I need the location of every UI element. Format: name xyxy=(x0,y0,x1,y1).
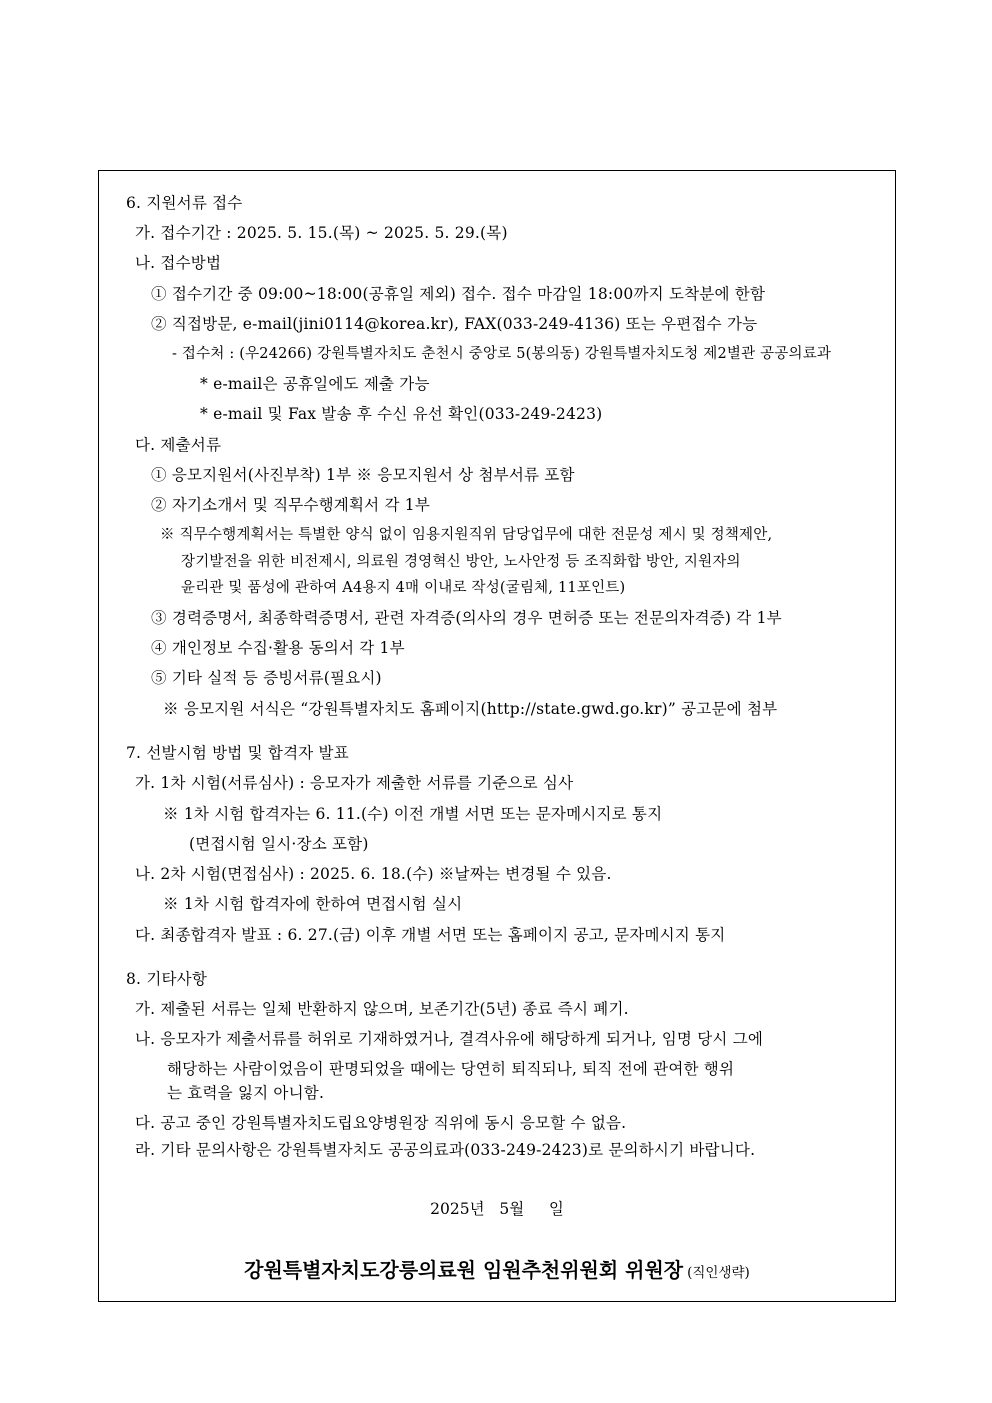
section-8-na-line-2: 해당하는 사람이었음이 판명되었을 때에는 당연히 퇴직되나, 퇴직 전에 관여한 행위 xyxy=(167,1060,735,1078)
section-7-da: 다. 최종합격자 발표 : 6. 27.(금) 이후 개별 서면 또는 홈페이지 공고, 문자메시지 통지 xyxy=(135,926,726,944)
section-8-da: 다. 공고 중인 강원특별자치도립요양병원장 직위에 동시 응모할 수 없음. xyxy=(135,1114,627,1132)
section-7-heading: 7. 선발시험 방법 및 합격자 발표 xyxy=(126,744,349,762)
section-7-ga: 가. 1차 시험(서류심사) : 응모자가 제출한 서류를 기준으로 심사 xyxy=(135,774,574,792)
section-8-na-line-3: 는 효력을 잃지 아니함. xyxy=(167,1084,325,1102)
section-6-heading: 6. 지원서류 접수 xyxy=(126,194,243,212)
signature-line xyxy=(99,1254,895,1283)
section-6-da-item-3: ③ 경력증명서, 최종학력증명서, 관련 자격증(의사의 경우 면허증 또는 전문의자격증) 각 1부 xyxy=(151,609,782,627)
section-6-na-item-2: ② 직접방문, e-mail(jini0114@korea.kr), FAX(033-249-4136) 또는 우편접수 가능 xyxy=(151,315,758,333)
section-8-heading: 8. 기타사항 xyxy=(126,970,208,988)
section-6-da-item-2: ② 자기소개서 및 직무수행계획서 각 1부 xyxy=(151,496,430,514)
section-7-ga-note-line-2: (면접시험 일시·장소 포함) xyxy=(189,835,369,853)
section-6-plan-note-line-1: ※ 직무수행계획서는 특별한 양식 없이 임용지원직위 담당업무에 대한 전문성 제시 및 정책제안, xyxy=(160,527,773,543)
section-6-da: 다. 제출서류 xyxy=(135,436,222,454)
section-8-ra: 라. 기타 문의사항은 강원특별자치도 공공의료과(033-249-2423)로 문의하시기 바랍니다. xyxy=(135,1141,756,1159)
section-6-plan-note-line-3: 윤리관 및 품성에 관하여 A4용지 4매 이내로 작성(굴림체, 11포인트) xyxy=(181,580,626,596)
section-8-na-line-1: 나. 응모자가 제출서류를 허위로 기재하였거나, 결격사유에 해당하게 되거나, 임명 당시 그에 xyxy=(135,1030,764,1048)
section-7-na: 나. 2차 시험(면접심사) : 2025. 6. 18.(수) ※날짜는 변경될 수 있음. xyxy=(135,865,612,883)
section-6-address: - 접수처 : (우24266) 강원특별자치도 춘천시 중앙로 5(봉의동) 강원특별자치도청 제2별관 공공의료과 xyxy=(172,346,832,362)
section-6-ga: 가. 접수기간 : 2025. 5. 15.(목) ~ 2025. 5. 29.(목) xyxy=(135,224,508,242)
section-6-plan-note-line-2: 장기발전을 위한 비전제시, 의료원 경영혁신 방안, 노사안정 등 조직화합 방안, 지원자의 xyxy=(181,554,741,570)
section-6-form-note: ※ 응모지원 서식은 “강원특별자치도 홈페이지(http://state.gwd.go.kr)” 공고문에 첨부 xyxy=(163,700,778,718)
announcement-date: 2025년 5월 일 xyxy=(430,1200,564,1218)
section-7-na-note: ※ 1차 시험 합격자에 한하여 면접시험 실시 xyxy=(163,895,463,913)
section-6-da-item-5: ⑤ 기타 실적 등 증빙서류(필요시) xyxy=(151,669,382,687)
section-6-note-1: * e-mail은 공휴일에도 제출 가능 xyxy=(200,375,430,393)
signature-title: 강원특별자치도강릉의료원 임원추천위원회 위원장 xyxy=(244,1258,684,1282)
section-6-da-item-4: ④ 개인정보 수집·활용 동의서 각 1부 xyxy=(151,639,405,657)
notice-document xyxy=(98,170,896,1302)
section-8-ga: 가. 제출된 서류는 일체 반환하지 않으며, 보존기간(5년) 종료 즉시 폐기. xyxy=(135,1000,629,1018)
section-7-ga-note-line-1: ※ 1차 시험 합격자는 6. 11.(수) 이전 개별 서면 또는 문자메시지로 통지 xyxy=(163,805,663,823)
section-6-da-item-1: ① 응모지원서(사진부착) 1부 ※ 응모지원서 상 첨부서류 포함 xyxy=(151,466,575,484)
section-6-note-2: * e-mail 및 Fax 발송 후 수신 유선 확인(033-249-2423) xyxy=(200,405,603,423)
seal-omitted-note: (직인생략) xyxy=(687,1265,750,1281)
section-6-na-item-1: ① 접수기간 중 09:00~18:00(공휴일 제외) 접수. 접수 마감일 18:00까지 도착분에 한함 xyxy=(151,285,766,303)
section-6-na: 나. 접수방법 xyxy=(135,254,222,272)
